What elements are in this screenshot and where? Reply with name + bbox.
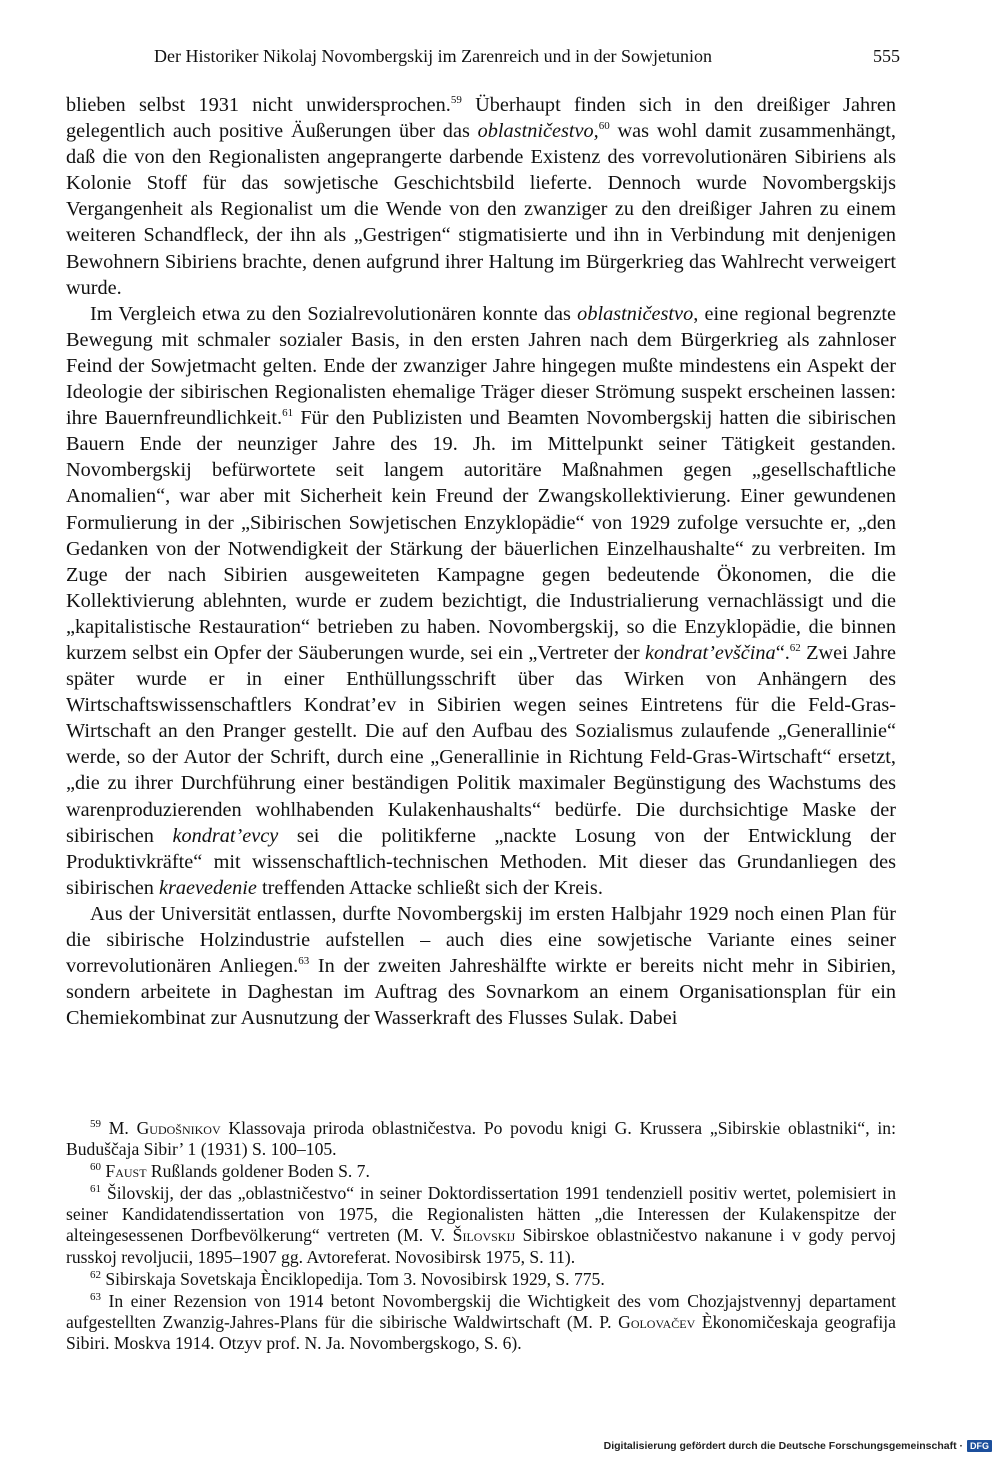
dfg-logo-icon: DFG: [967, 1440, 992, 1452]
footnote-author: M. Gudošnikov: [108, 1118, 221, 1138]
italic-term: kraevedenie: [158, 876, 257, 899]
footnote-author: Golovačev: [618, 1311, 696, 1332]
running-title: Der Historiker Nikolaj Novombergskij im Zarenreich und in der Sowjetunion: [154, 46, 713, 66]
credit-text: Digitalisierung gefördert durch die Deutsche Forschungsgemeinschaft ·: [603, 1440, 963, 1452]
footnote-62: $^{62}$ Sibirskaja Sovetskaja Ènciklopedija. Tom 3. Novosibirsk 1929, S. 775.: [90, 1268, 605, 1289]
page-number: 555: [873, 46, 900, 66]
paragraph-2: Im Vergleich etwa zu den Sozialrevolutionären konnte das oblastničestvo, eine regional begrenzte Bewegung mit schmaler sozialer Basis, in den ersten Jahren nach dem Bürgerkrieg als zahnloser Feind der Sowjetmacht gelten. Ende der zwanziger Jahre hingegen mußte mindestens ein Aspekt der Ideologie der sibirischen Regionalisten ehemalige Träger dieser Strömung suspekt erscheinen lassen: ihre Bauernfreundlichkeit.$^{61}$ Für den Publizisten und Beamten Novombergskij hatten die sibirischen Bauern Ende der neunziger Jahre des 19. Jh. im Mittelpunkt seiner Tätigkeit gestanden. Novombergskij befürwortete seit langem autoritäre Maßnahmen gegen „gesellschaftliche Anomalien“, war aber mit Sicherheit kein Freund der Zwangskollektivierung. Einer gewundenen Formulierung in der „Sibirischen Sowjetischen Enzyklopädie“ von 1929 zufolge versuchte er, „den Gedanken von der Notwendigkeit der Stärkung der bäuerlichen Einzelhaushalte“ zu verbreiten. Im Zuge der nach Sibirien ausgeweiteten Kampagne gegen bedeutende Ökonomen, die die Kollektivierung ablehnten, wurde er zudem bezichtigt, die Industrialierung vernachlässigt und die „kapitalistische Restauration“ betrieben zu haben. Novombergskij, so die Enzyklopädie, die binnen kurzem selbst ein Opfer der Säuberungen wurde, sei ein „Vertreter der kondrat’evščina“.$^{62}$ Zwei Jahre später wurde er in einer Enthüllungsschrift über das Wirken von Anhängern des Wirtschaftswissenschaftlers Kondrat’ev in Sibirien wegen seines Eintretens für die Feld-Gras-Wirtschaft an den Pranger gestellt. Die auf den Aufbau des Sozialismus zulaufende „Generallinie“ werde, so der Autor der Schrift, durch eine „Generallinie in Richtung Feld-Gras-Wirtschaft“ ersetzt, „die zu ihrer Durchführung einer beständigen Politik maximaler Begünstigung des Wachstums des warenproduzierenden wohlhabenden Kulakenhaushalts“ bedürfe. Die durchsichtige Maske der sibirischen kondrat’evcy sei die politikferne „nackte Losung von der Entwicklung der Produktivkräfte“ mit wissenschaftlich-technischen Methoden. Mit dieser das Grundanliegen des sibirischen kraevedenie treffenden Attacke schließt sich der Kreis.: [66, 302, 897, 899]
italic-term: oblastničestvo,: [477, 120, 599, 143]
footnote-author: Faust: [105, 1161, 147, 1182]
digitization-credit: [604, 1440, 992, 1452]
footnote-author: Šilovskij: [452, 1225, 516, 1246]
italic-term: kondrat’evščina: [645, 641, 776, 664]
footnote-59: $^{59}$ M. Gudošnikov Klassovaja priroda oblastničestva. Po povodu knigi G. Krussera „Sibirskie oblastniki“, in: Buduščaja Sibir’ 1 (1931) S. 100–105.: [66, 1118, 896, 1160]
page-header: [66, 40, 900, 74]
footnote-ref-62[interactable]: 62: [789, 642, 801, 655]
footnote-61: $^{61}$ Šilovskij, der das „oblastničestvo“ in seiner Doktordissertation 1991 tendenziell positiv wertet, polemisiert in seiner Kandidatendissertation von 1975, die Regionalisten hätten „die Interessen der Kulakenspitze der alteingesessenen Dorfbevölkerung“ vertreten (M. V. Šilovskij Sibirskoe oblastničestvo nakanune i v gody pervoj russkoj revoljucii, 1895–1907 gg. Avtoreferat. Novosibirsk 1975, S. 11).: [66, 1183, 896, 1267]
footnote-ref-59[interactable]: 59: [450, 94, 462, 107]
footnote-60: $^{60}$ Faust Rußlands goldener Boden S. 7.: [90, 1161, 370, 1182]
footnotes: [66, 1118, 896, 1355]
footnote-63: $^{63}$ In einer Rezension von 1914 betont Novombergskij die Wichtigkeit des vom Chozjajstvennyj departament aufgestellten Zwanzig-Jahres-Plans für die sibirische Waldwirtschaft (M. P. Golovačev Èkonomičeskaja geografija Sibiri. Moskva 1914. Otzyv prof. N. Ja. Novombergskogo, S. 6).: [66, 1290, 896, 1353]
footnote-ref-63[interactable]: 63: [298, 955, 310, 968]
italic-term: oblastničestvo: [577, 302, 694, 325]
paragraph-1: blieben selbst 1931 nicht unwidersprochen.$^{59}$ Überhaupt finden sich in den dreißiger Jahren gelegentlich auch positive Äußerungen über das oblastničestvo,$^{60}$ was wohl damit zusammenhängt, daß die von den Regionalisten angeprangerte darbende Existenz des vorrevolutionären Sibiriens als Kolonie Stoff für das sowjetische Geschichtsbild lieferte. Dennoch wurde Novombergskijs Vergangenheit als Regionalist um die Wende von den zwanziger zu den dreißiger Jahren zu einem weiteren Schandfleck, der ihn als „Gestrigen“ stigmatisierte und ihn in Verbindung mit denjenigen Bewohnern Sibiriens brachte, denen aufgrund ihrer Haltung im Bürgerkrieg das Wahlrecht verweigert wurde.: [66, 94, 897, 299]
footnote-ref-61[interactable]: 61: [282, 407, 294, 420]
italic-term: kondrat’evcy: [172, 824, 279, 847]
footnote-ref-60[interactable]: 60: [598, 120, 610, 133]
main-text: [66, 92, 896, 1031]
paragraph-3: Aus der Universität entlassen, durfte Novombergskij im ersten Halbjahr 1929 noch einen Plan für die sibirische Holzindustrie aufstellen – auch dies eine sowjetische Variante eines seiner vorrevolutionären Anliegen.$^{63}$ In der zweiten Jahreshälfte wirkte er bereits nicht mehr in Sibirien, sondern arbeitete in Daghestan im Auftrag des Sovnarkom an einem Organisationsplan für ein Chemiekombinat zur Ausnutzung der Wasserkraft des Flusses Sulak. Dabei: [66, 902, 896, 1030]
